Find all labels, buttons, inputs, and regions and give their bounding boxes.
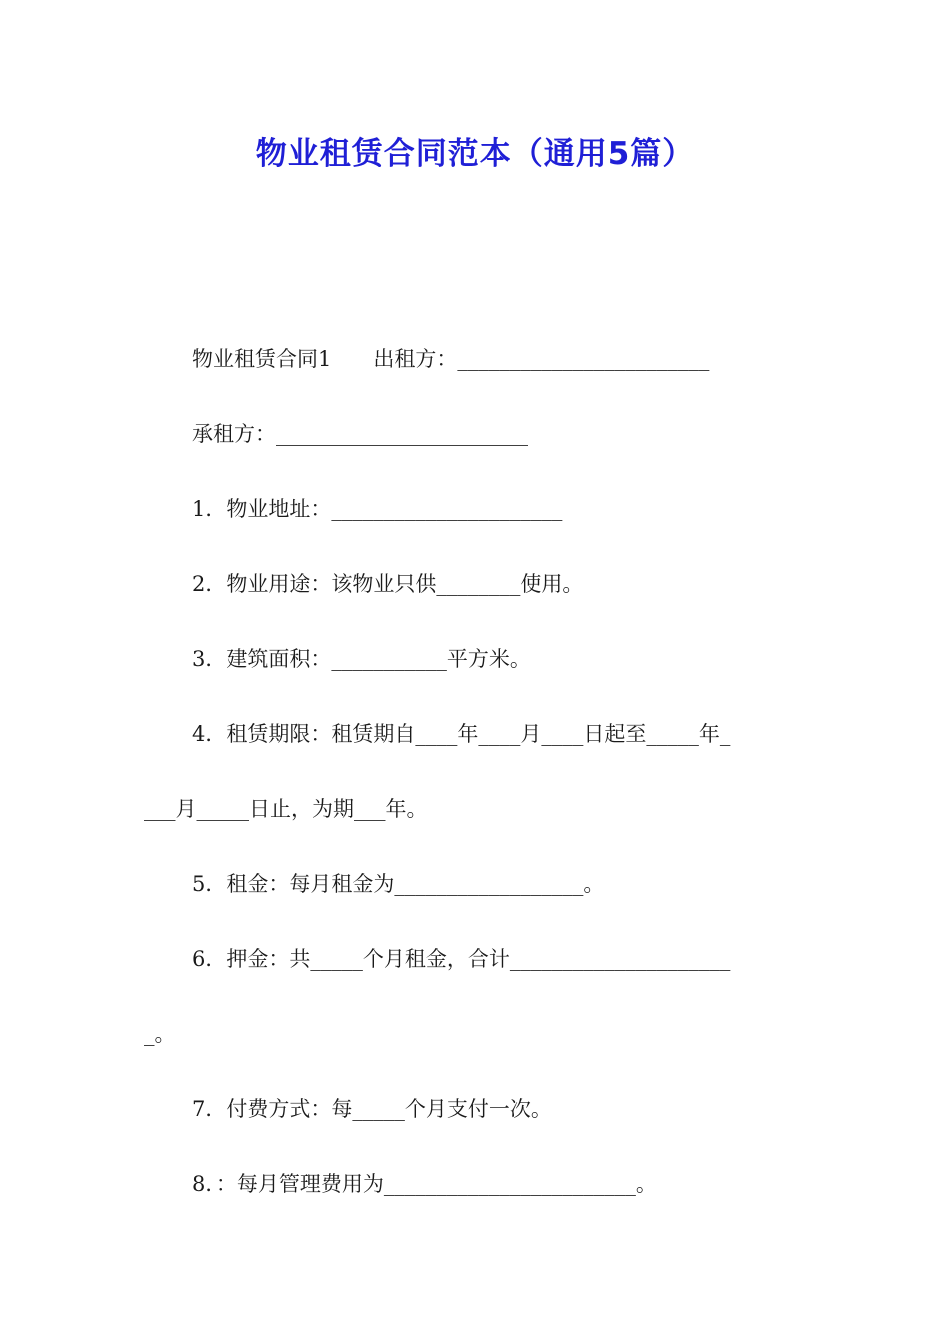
clause-4-lease-term-continued: ___月_____日止，为期___年。 (144, 797, 428, 821)
lessee-line: 承租方：________________________ (192, 422, 528, 446)
clause-6-deposit: 6．押金：共_____个月租金，合计_____________________ (192, 947, 731, 971)
clause-6-deposit-continued: _。 (144, 1022, 176, 1046)
clause-5-rent: 5．租金：每月租金为__________________。 (192, 872, 605, 896)
clause-7-payment-method: 7．付费方式：每_____个月支付一次。 (192, 1097, 552, 1121)
clause-8-management-fee: 8．：每月管理费用为________________________。 (192, 1172, 657, 1196)
clause-2-property-use: 2．物业用途：该物业只供________使用。 (192, 572, 584, 596)
clause-3-floor-area: 3．建筑面积：___________平方米。 (192, 647, 531, 671)
clause-4-lease-term: 4．租赁期限：租赁期自____年____月____日起至_____年_ (192, 722, 731, 746)
clause-1-property-address: 1．物业地址：______________________ (192, 497, 563, 521)
contract-heading-lessor-line: 物业租赁合同1 出租方：________________________ (192, 347, 710, 371)
document-title: 物业租赁合同范本（通用5篇） (255, 136, 695, 172)
